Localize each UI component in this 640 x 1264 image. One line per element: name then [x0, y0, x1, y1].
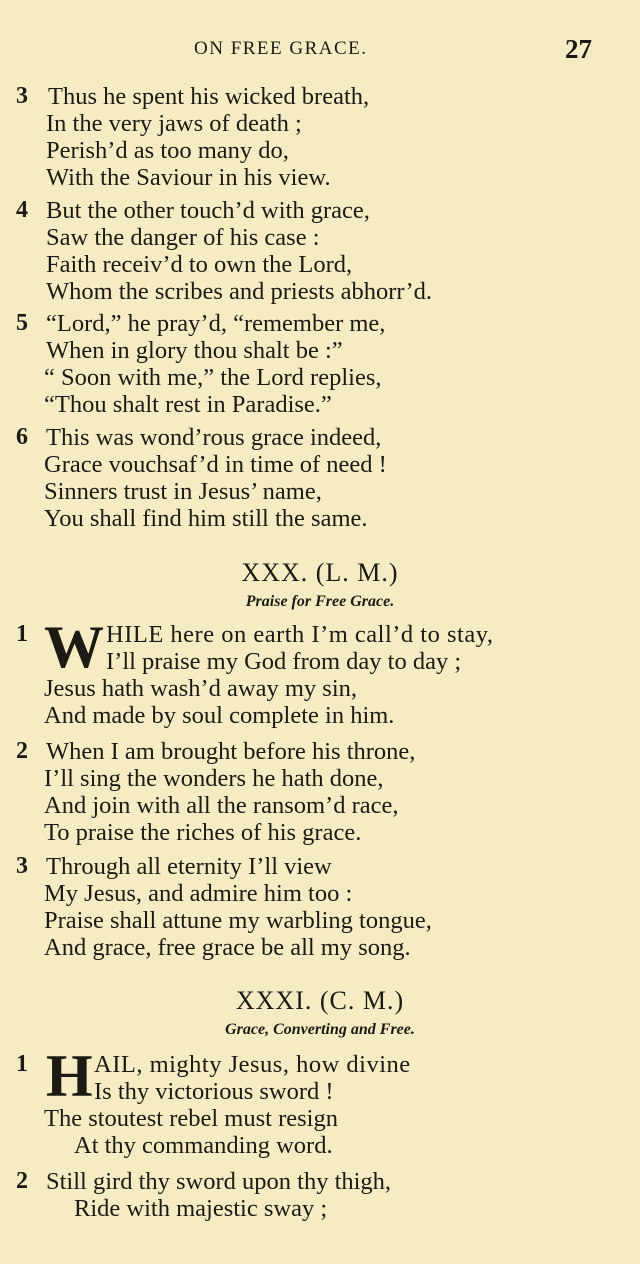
verse-line: Sinners trust in Jesus’ name,: [44, 478, 322, 505]
verse-number: 4: [16, 197, 28, 223]
verse-line: When in glory thou shalt be :”: [46, 337, 343, 364]
verse-line: Perish’d as too many do,: [46, 137, 289, 164]
verse-line: “Lord,” he pray’d, “remember me,: [46, 310, 386, 337]
verse-number: 1: [16, 621, 28, 647]
verse-number: 2: [16, 738, 28, 764]
verse-line: Is thy victorious sword !: [94, 1078, 334, 1105]
verse-line: Thus he spent his wicked breath,: [48, 83, 370, 110]
verse-number: 2: [16, 1168, 28, 1194]
verse-line: I’ll sing the wonders he hath done,: [44, 765, 384, 792]
hymn-title: XXX. (L. M.): [241, 558, 399, 587]
verse-line: Grace vouchsaf’d in time of need !: [44, 451, 387, 478]
verse-line: You shall find him still the same.: [44, 505, 368, 532]
verse-line: At thy commanding word.: [74, 1132, 333, 1159]
verse-line: AIL, mighty Jesus, how divine: [94, 1051, 411, 1078]
drop-cap: W: [44, 614, 104, 680]
verse-line: Praise shall attune my warbling tongue,: [44, 907, 432, 934]
verse-number: 3: [16, 853, 28, 879]
verse-line: This was wond’rous grace indeed,: [46, 424, 382, 451]
verse-number: 6: [16, 424, 28, 450]
verse-line: Ride with majestic sway ;: [74, 1195, 328, 1222]
hymn-subtitle: Praise for Free Grace.: [245, 593, 395, 610]
drop-cap: H: [46, 1043, 93, 1109]
running-head-title: ON FREE GRACE.: [194, 38, 368, 59]
verse-line: I’ll praise my God from day to day ;: [106, 648, 462, 675]
verse-line: “Thou shalt rest in Paradise.”: [44, 391, 332, 418]
verse-line: And grace, free grace be all my song.: [44, 934, 411, 961]
verse-line: Through all eternity I’ll view: [46, 853, 332, 880]
verse-line: And made by soul complete in him.: [44, 702, 395, 729]
verse-line: And join with all the ransom’d race,: [44, 792, 399, 819]
hymn-title: XXXI. (C. M.): [235, 986, 405, 1015]
hymn-subtitle: Grace, Converting and Free.: [225, 1021, 415, 1038]
verse-line: Jesus hath wash’d away my sin,: [44, 675, 358, 702]
verse-line: Faith receiv’d to own the Lord,: [46, 251, 353, 278]
verse-line: Saw the danger of his case :: [46, 224, 320, 251]
verse-line: With the Saviour in his view.: [46, 164, 331, 191]
verse-line: In the very jaws of death ;: [46, 110, 302, 137]
verse-line: To praise the riches of his grace.: [44, 819, 362, 846]
verse-number: 5: [16, 310, 28, 336]
verse-line: Whom the scribes and priests abhorr’d.: [46, 278, 432, 305]
page-number: 27: [565, 34, 592, 64]
verse-line: But the other touch’d with grace,: [46, 197, 370, 224]
verse-line: Still gird thy sword upon thy thigh,: [46, 1168, 392, 1195]
verse-line: The stoutest rebel must resign: [44, 1105, 338, 1132]
running-head: [0, 34, 640, 66]
verse-line: When I am brought before his throne,: [46, 738, 416, 765]
verse-line: My Jesus, and admire him too :: [44, 880, 353, 907]
verse-number: 1: [16, 1051, 28, 1077]
verse-line: “ Soon with me,” the Lord replies,: [44, 364, 382, 391]
verse-line: HILE here on earth I’m call’d to stay,: [106, 621, 494, 648]
verse-number: 3: [16, 83, 28, 109]
